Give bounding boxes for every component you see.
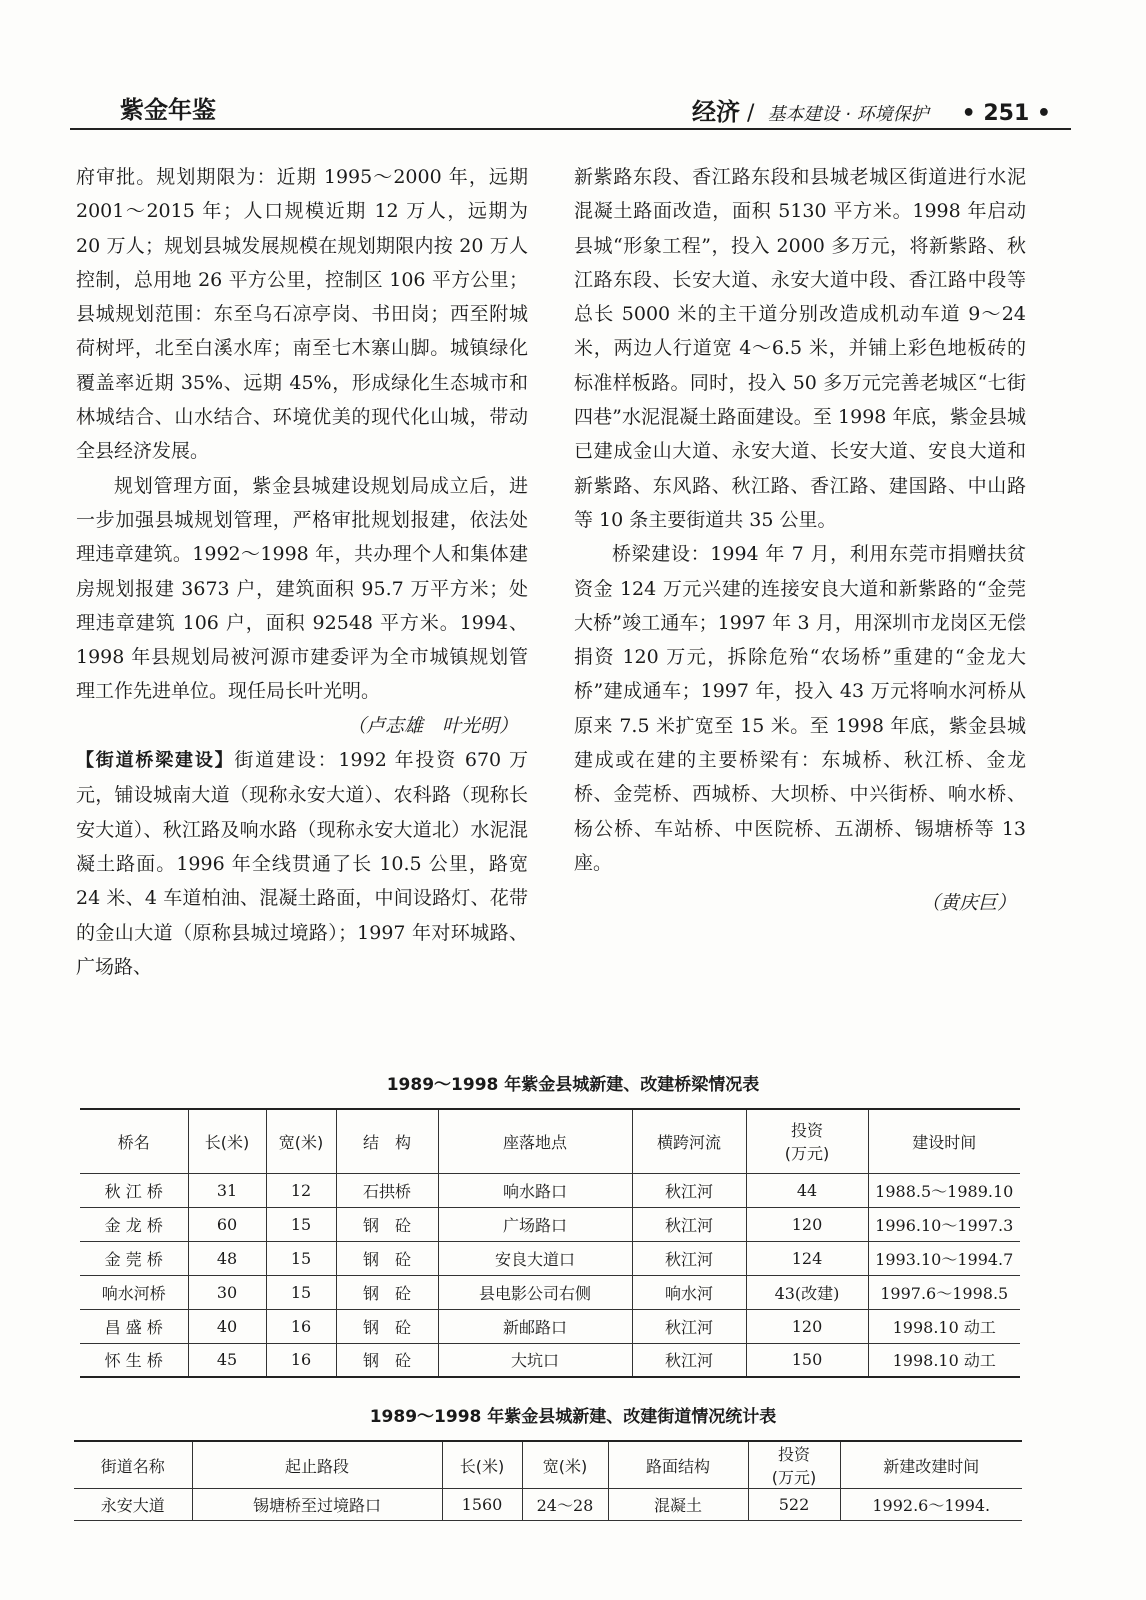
column-header: 长(米): [442, 1441, 522, 1489]
table-cell: 1988.5～1989.10: [868, 1173, 1020, 1207]
subsection-title: 基本建设 · 环境保护: [767, 104, 929, 125]
table-cell: 48: [188, 1241, 266, 1275]
table-cell: 秋江河: [632, 1173, 746, 1207]
table-cell: 锡塘桥至过境路口: [192, 1489, 442, 1521]
section-heading: 【街道桥梁建设】: [76, 750, 235, 772]
separator: /: [747, 101, 762, 126]
table-cell: 钢 砼: [336, 1343, 438, 1377]
table-cell: 县电影公司右侧: [438, 1275, 632, 1309]
column-header: 投资 (万元): [748, 1441, 840, 1489]
table-cell: 124: [746, 1241, 868, 1275]
table-cell: 60: [188, 1207, 266, 1241]
page-number: • 251 •: [961, 101, 1051, 126]
table-cell: 钢 砼: [336, 1309, 438, 1343]
paragraph-text: 街道建设：1992 年投资 670 万元，铺设城南大道（现称永安大道）、农科路（现称长安大道）、秋江路及响水路（现称永安大道北）水泥混凝土路面。1996 年全线贯通了长 10.5 公里，路宽 24 米、4 车道柏油、混凝土路面，中间设路灯、花带的金山大道（原称县城过境路）；1997 年对环城路、广场路、: [76, 749, 528, 978]
column-header: 投资 (万元): [746, 1109, 868, 1173]
table-cell: 31: [188, 1173, 266, 1207]
table-row: [80, 1173, 1020, 1207]
paragraph: 规划管理方面，紫金县城建设规划局成立后，进一步加强县城规划管理，严格审批规划报建，依法处理违章建筑。1992～1998 年，共办理个人和集体建房规划报建 3673 户，建筑面积 95.7 万平方米；处理违章建筑 106 户，面积 92548 平方米。1994、1998 年县规划局被河源市建委评为全市城镇规划管理工作先进单位。现任局长叶光明。: [76, 474, 528, 703]
table-cell: 44: [746, 1173, 868, 1207]
table-cell: 金 莞 桥: [80, 1241, 188, 1275]
column-header: 宽(米): [266, 1109, 336, 1173]
table-cell: 24～28: [522, 1489, 608, 1521]
table-cell: 45: [188, 1343, 266, 1377]
table-row: [80, 1275, 1020, 1309]
table-cell: 1560: [442, 1489, 522, 1521]
table-cell: 120: [746, 1309, 868, 1343]
table-cell: 1992.6～1994.: [840, 1489, 1022, 1521]
table-cell: 40: [188, 1309, 266, 1343]
table-cell: 秋江河: [632, 1309, 746, 1343]
table-cell: 30: [188, 1275, 266, 1309]
table-cell: 12: [266, 1173, 336, 1207]
paragraph: 府审批。规划期限为：近期 1995～2000 年，远期 2001～2015 年；人口规模近期 12 万人，远期为 20 万人；规划县城发展规模在规划期限内按 20 万人控制，总用地 26 平方公里，控制区 106 平方公里；县城规划范围：东至乌石凉亭岗、书田岗；西至附城荷树坪，北至白溪水库；南至七木寨山脚。城镇绿化覆盖率近期 35%、远期 45%，形成绿化生态城市和林城结合、山水结合、环境优美的现代化山城，带动全县经济发展。: [76, 166, 528, 463]
table-cell: 永安大道: [74, 1489, 192, 1521]
column-header: 结 构: [336, 1109, 438, 1173]
table-cell: 16: [266, 1309, 336, 1343]
table-row: [74, 1489, 1022, 1521]
book-title: 紫金年鉴: [120, 96, 216, 124]
table-row: [80, 1309, 1020, 1343]
table-cell: 秋江河: [632, 1343, 746, 1377]
table-cell: 钢 砼: [336, 1275, 438, 1309]
table-cell: 43(改建): [746, 1275, 868, 1309]
column-header: 起止路段: [192, 1441, 442, 1489]
column-header: 路面结构: [608, 1441, 748, 1489]
table-cell: 石拱桥: [336, 1173, 438, 1207]
table-row: [80, 1343, 1020, 1377]
table-cell: 广场路口: [438, 1207, 632, 1241]
table-cell: 150: [746, 1343, 868, 1377]
table-cell: 秋江河: [632, 1241, 746, 1275]
author-signature: （卢志雄 叶光明）: [346, 714, 518, 737]
table-cell: 新邮路口: [438, 1309, 632, 1343]
column-header: 新建改建时间: [840, 1441, 1022, 1489]
table-cell: 522: [748, 1489, 840, 1521]
table-cell: 1993.10～1994.7: [868, 1241, 1020, 1275]
street-table: [74, 1440, 1022, 1521]
paragraph: [76, 743, 528, 984]
table-header-row: [80, 1109, 1020, 1173]
table-cell: 1998.10 动工: [868, 1309, 1020, 1343]
column-header: 桥名: [80, 1109, 188, 1173]
left-column: [76, 160, 528, 984]
table-header-row: [74, 1441, 1022, 1489]
table-cell: 钢 砼: [336, 1241, 438, 1275]
table-cell: 响水河桥: [80, 1275, 188, 1309]
page-header: [70, 86, 1071, 130]
section-title: 经济: [692, 98, 741, 126]
table-cell: 16: [266, 1343, 336, 1377]
table-cell: 秋江河: [632, 1207, 746, 1241]
paragraph: 桥梁建设：1994 年 7 月，利用东莞市捐赠扶贫资金 124 万元兴建的连接安良大道和新紫路的“金莞大桥”竣工通车；1997 年 3 月，用深圳市龙岗区无偿捐资 120 万元，拆除危殆“农场桥”重建的“金龙大桥”建成通车；1997 年，投入 43 万元将响水河桥从原来 7.5 米扩宽至 15 米。至 1998 年底，紫金县城建成或在建的主要桥梁有：东城桥、秋江桥、金龙桥、金莞桥、西城桥、大坝桥、中兴街桥、响水桥、杨公桥、车站桥、中医院桥、五湖桥、锡塘桥等 13 座。: [574, 543, 1026, 874]
table-cell: 安良大道口: [438, 1241, 632, 1275]
table-cell: 1996.10～1997.3: [868, 1207, 1020, 1241]
table-cell: 怀 生 桥: [80, 1343, 188, 1377]
table-cell: 秋 江 桥: [80, 1173, 188, 1207]
paragraph: 新紫路东段、香江路东段和县城老城区街道进行水泥混凝土路面改造，面积 5130 平方米。1998 年启动县城“形象工程”，投入 2000 多万元，将新紫路、秋江路东段、长安大道、永安大道中段、香江路中段等总长 5000 米的主干道分别改造成机动车道 9～24 米，两边人行道宽 4～6.5 米，并铺上彩色地板砖的标准样板路。同时，投入 50 多万元完善老城区“七街四巷”水泥混凝土路面建设。至 1998 年底，紫金县城已建成金山大道、永安大道、长安大道、安良大道和新紫路、东风路、秋江路、香江路、建国路、中山路等 10 条主要街道共 35 公里。: [574, 166, 1026, 531]
bridge-table: [80, 1108, 1020, 1378]
table-cell: 15: [266, 1241, 336, 1275]
table-cell: 钢 砼: [336, 1207, 438, 1241]
table-cell: 120: [746, 1207, 868, 1241]
table-cell: 15: [266, 1207, 336, 1241]
table-cell: 金 龙 桥: [80, 1207, 188, 1241]
column-header: 长(米): [188, 1109, 266, 1173]
author-signature: （黄庆巨）: [920, 892, 1016, 915]
table-cell: 15: [266, 1275, 336, 1309]
table-cell: 大坑口: [438, 1343, 632, 1377]
street-table-title: 1989～1998 年紫金县城新建、改建街道情况统计表: [369, 1407, 777, 1427]
column-header: 建设时间: [868, 1109, 1020, 1173]
column-header: 街道名称: [74, 1441, 192, 1489]
table-cell: 昌 盛 桥: [80, 1309, 188, 1343]
column-header: 横跨河流: [632, 1109, 746, 1173]
table-cell: 混凝土: [608, 1489, 748, 1521]
running-head: [692, 92, 1051, 127]
table-cell: 1998.10 动工: [868, 1343, 1020, 1377]
table-cell: 响水河: [632, 1275, 746, 1309]
table-cell: 响水路口: [438, 1173, 632, 1207]
bridge-table-title: 1989～1998 年紫金县城新建、改建桥梁情况表: [386, 1075, 760, 1095]
table-row: [80, 1241, 1020, 1275]
table-cell: 1997.6～1998.5: [868, 1275, 1020, 1309]
right-column: [574, 160, 1026, 921]
column-header: 座落地点: [438, 1109, 632, 1173]
table-row: [80, 1207, 1020, 1241]
column-header: 宽(米): [522, 1441, 608, 1489]
